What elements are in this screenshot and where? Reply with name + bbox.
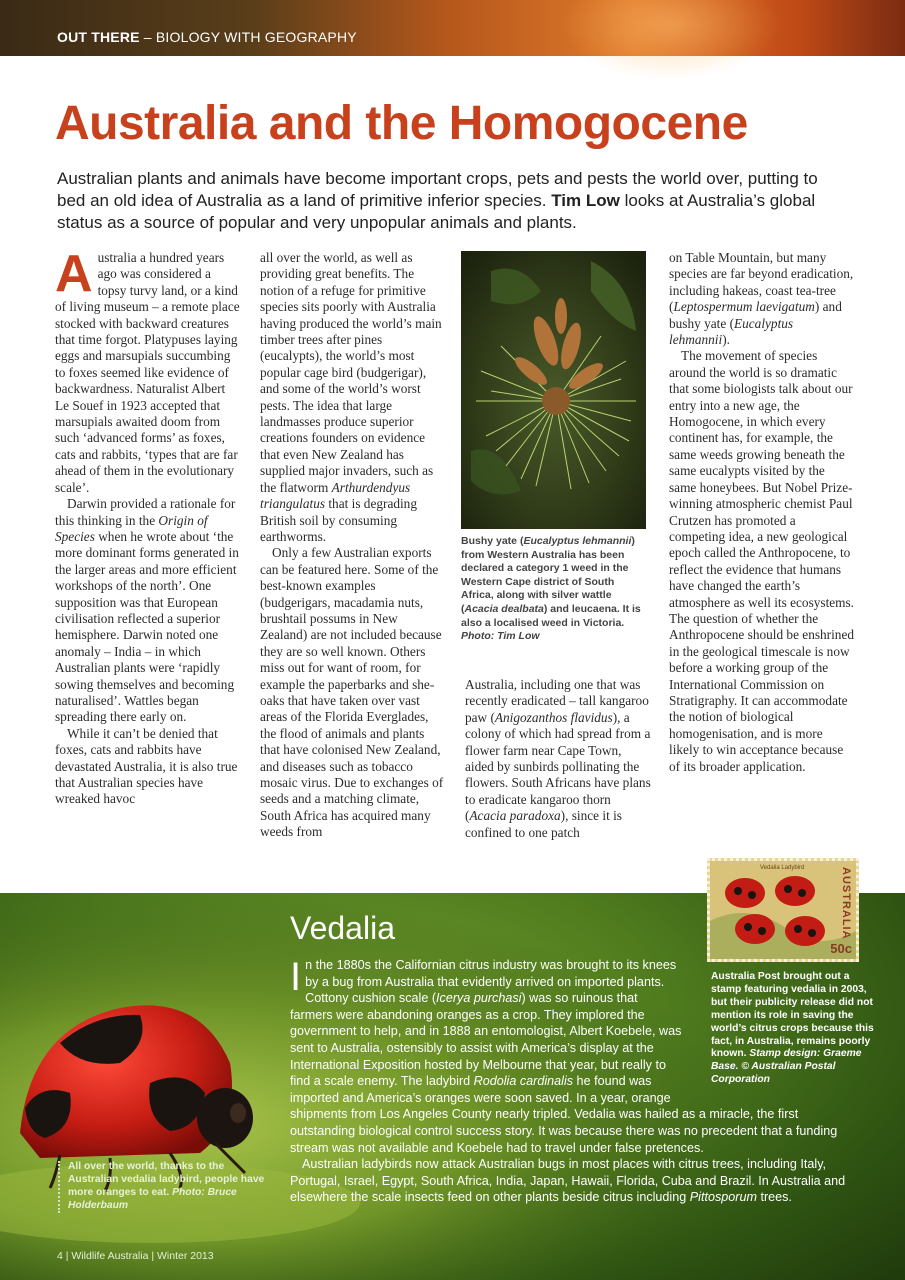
article-title: Australia and the Homogocene: [55, 97, 748, 150]
ladybird-caption: All over the world, thanks to the Australian vedalia ladybird, people have more oranges to eat. Photo: Bruce Holderbaum: [58, 1161, 268, 1213]
paragraph: Only a few Australian exports can be featured here. Some of the best-known examples (budgerigars, macadamia nuts, brushtail possums in New Zealand) are not included because they are so well known. Others miss out for want of room, for example the paperbarks and she-oaks that have taken over vast areas of the Florida Everglades, the flood of animals and plants that have colonised New Zealand, and diseases such as tobacco mosaic virus. Due to exchanges of seeds and a matching climate, South Africa has acquired many weeds from: [260, 545, 444, 840]
paragraph: The movement of species around the world is so dramatic that some biologists talk about our entry into a new age, the Homogocene, in which every continent has, for example, the same weeds growing beneath the same eucalypts visited by the same honeybees. But Nobel Prize-winning atmospheric chemist Paul Crutzen has promoted a competing idea, a new geological epoch called the Anthropocene, to reflect the evidence that humans have changed the earth’s atmosphere as well its ecosystems. The question of whether the Anthropocene should be enshrined in the geological timescale is now before a working group of the International Commission on Stratigraphy. It can accommodate the notion of biological homogenisation, and is more likely to win acceptance because of its broader application.: [669, 348, 855, 774]
stamp-credit: Stamp design: Graeme Base. © Australian Postal Corporation: [711, 1048, 862, 1086]
paragraph: on Table Mountain, but many species are far beyond eradication, including hakeas, coast tea-tree (Leptospermum laevigatum) and bushy yate (Eucalyptus lehmannii).: [669, 250, 854, 348]
drop-cap: I: [290, 955, 302, 999]
author-name: Tim Low: [551, 191, 620, 210]
standfirst: Australian plants and animals have become important crops, pets and pests the world over, putting to bed an old idea of Australia as a land of primitive inferior species. Tim Low looks at Australia’s global status as a source of popular and very unpopular animals and plants.: [57, 169, 818, 232]
top-banner: [0, 0, 905, 56]
photo-caption: Bushy yate (Eucalyptus lehmannii) from Western Australia has been declared a category 1 weed in the Western Cape district of South Africa, along with silver wattle (Acacia dealbata) and leucaena. It is also a localised weed in Victoria. Photo: Tim Low: [461, 535, 641, 643]
paragraph: Darwin provided a rationale for this thinking in the Origin of Species when he wrote about ‘the more dominant forms generated in the larger areas and more efficient workshops of the north’. One supposition was that European civilisation reflected a superior hemisphere. Darwin noted one anomaly – India – in which Australian plants were ‘rapidly sowing themselves and becoming naturalised’. Wattles began spreading there early on.: [55, 496, 239, 725]
body-column-4: [669, 250, 855, 775]
drop-cap: A: [55, 245, 93, 303]
photo-credit: Photo: Tim Low: [461, 630, 540, 643]
vedalia-stamp: [707, 858, 859, 962]
stamp-value: 50c: [830, 941, 852, 956]
body-column-2: [260, 250, 446, 841]
bushy-yate-photo: [461, 251, 646, 529]
paragraph: In the 1880s the Californian citrus industry was brought to its knees by a bug from Australia that evidently arrived on imported plants. Cottony cushion scale (Icerya purchasi) was so ruinous that farmers were abandoning oranges as a crop. They implored the government to help, and in 1888 an entomologist, Albert Koebele, was sent to Australia, ostensibly to assist with America’s display at the International Exposition hosted by Melbourne that year, but really to find a scale enemy. The ladybird Rodolia cardinalis he found was imported and America’s oranges were soon saved. In a year, orange shipments from Los Angeles County nearly tripled. Vedalia was hailed as a miracle, the first outstanding biological control success story. It was because there was no precedent that a funding stream was not available and Koebele had to travel under false pretences.: [290, 955, 838, 1155]
ladybird-credit: Photo: Bruce Holderbaum: [68, 1186, 237, 1211]
section-label: OUT THERE – BIOLOGY WITH GEOGRAPHY: [57, 29, 357, 45]
stamp-label: Vedalia Ladybird: [760, 865, 805, 871]
paragraph: While it can’t be denied that foxes, cats and rabbits have devastated Australia, it is also true that Australian species have wreaked havoc: [55, 725, 238, 807]
paragraph: Australian ladybirds now attack Australian bugs in most places with citrus trees, including Italy, Portugal, Israel, Egypt, South Africa, India, Japan, Hawaii, Florida, Cuba and Brazil. In Australia and elsewhere the scale insects feed on other plants beside citrus including Pittosporum trees.: [290, 1157, 846, 1205]
paragraph: Australia, including one that was recently eradicated – tall kangaroo paw (Anigozanthos flavidus), a colony of which had spread from a flower farm near Cape Town, aided by sunbirds pollinating the flowers. South Africans have plans to eradicate kangaroo thorn (Acacia paradoxa), since it is confined to one patch: [465, 677, 651, 840]
page-footer: 4 | Wildlife Australia | Winter 2013: [57, 1250, 214, 1262]
body-column-1: [55, 245, 241, 808]
stamp-caption: Australia Post brought out a stamp featuring vedalia in 2003, but their publicity release did not mention its role in saving the world’s citrus crops because this fact, in Australia, remains poorly known. Stamp design: Graeme Base. © Australian Postal Corporation: [711, 971, 874, 1086]
stamp-country: AUSTRALIA: [840, 867, 852, 940]
vedalia-title: Vedalia: [290, 910, 395, 946]
body-column-3: [465, 677, 651, 841]
bushy-yate-image: [461, 251, 646, 529]
banner-glow: [560, 0, 780, 80]
paragraph: Australia a hundred years ago was considered a topsy turvy land, or a kind of living museum – a remote place stocked with backward creatures that time forgot. Platypuses laying eggs and marsupials succumbing to foxes seemed like evidence of backwardness. Naturalist Albert Le Souef in 1923 accepted that marsupials awaited doom from such ‘advanced forms’ as foxes, cats and rabbits, ‘types that are far ahead of them in the evolutionary scale’.: [55, 245, 240, 495]
paragraph: all over the world, as well as providing great benefits. The notion of a refuge for primitive species sits poorly with Australia having produced the world’s main timber trees after pines (eucalypts), the world’s most popular cage bird (budgerigar), and some of the world’s worst pests. The idea that large landmasses produce superior creations founders on evidence that even New Zealand has supplied major invaders, such as the flatworm Arthurdendyus triangulatus that is degrading British soil by consuming earthworms.: [260, 250, 442, 544]
